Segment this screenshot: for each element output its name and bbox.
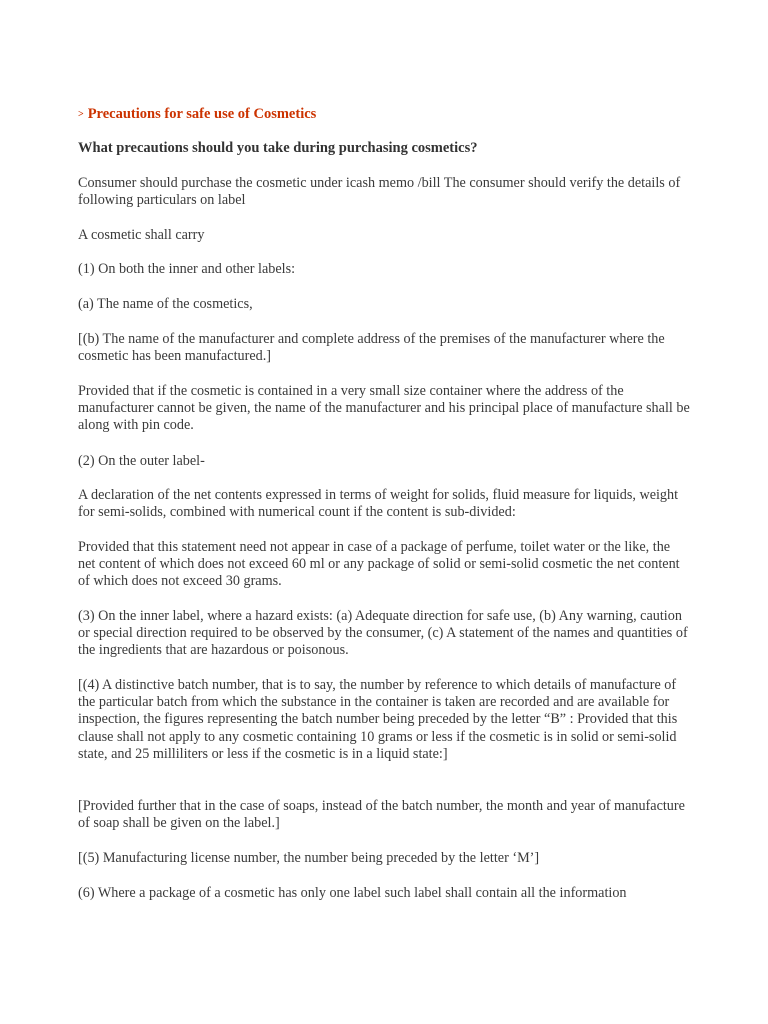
paragraph-name-of-cosmetics: (a) The name of the cosmetics, [78,296,253,312]
paragraph-hazard-label: (3) On the inner label, where a hazard exists: (a) Adequate direction for safe use, (b) Any warning, caution or special direction required to be observed by the consumer, (c) A statement of the names and quantities of the ingredients that are hazardous or poisonous. [78,608,688,659]
paragraph-manufacturer-address: [(b) The name of the manufacturer and complete address of the premises of the manufacturer where the cosmetic has been manufactured.] [78,331,665,365]
section-heading [78,106,316,123]
paragraph-outer-label: (2) On the outer label- [78,453,205,469]
question-heading: What precautions should you take during purchasing cosmetics? [78,140,478,156]
heading-bullet-icon: > [78,109,84,120]
paragraph-small-container: Provided that if the cosmetic is contained in a very small size container where the address of the manufacturer cannot be given, the name of the manufacturer and his principal place of manufacture shall be along with pin code. [78,383,690,434]
paragraph-net-contents: A declaration of the net contents expressed in terms of weight for solids, fluid measure for liquids, weight for semi-solids, combined with numerical count if the content is sub-divided: [78,487,679,521]
paragraph-soap-batch: [Provided further that in the case of soaps, instead of the batch number, the month and year of manufacture of soap shall be given on the label.] [78,798,685,832]
paragraph-cosmetic-carry: A cosmetic shall carry [78,227,205,243]
paragraph-perfume-exception: Provided that this statement need not appear in case of a package of perfume, toilet water or the like, the net content of which does not exceed 60 ml or any package of solid or semi-solid cosmetic the net content of which does not exceed 30 grams. [78,539,680,590]
paragraph-consumer-purchase: Consumer should purchase the cosmetic under icash memo /bill The consumer should verify the details of following particulars on label [78,175,681,209]
paragraph-single-label: (6) Where a package of a cosmetic has only one label such label shall contain all the information [78,885,627,901]
paragraph-batch-number: [(4) A distinctive batch number, that is to say, the number by reference to which details of manufacture of the particular batch from which the substance in the container is taken are recorded and are available for inspection, the figures representing the batch number being preceded by the letter “B” : Provided that this clause shall not apply to any cosmetic containing 10 grams or less if the cosmetic is in solid or semi-solid state, and 25 milliliters or less if the cosmetic is in a liquid state:] [78,677,678,762]
paragraph-license-number: [(5) Manufacturing license number, the number being preceded by the letter ‘M’] [78,850,540,866]
paragraph-inner-other-labels: (1) On both the inner and other labels: [78,261,296,277]
heading-text: Precautions for safe use of Cosmetics [87,106,317,122]
